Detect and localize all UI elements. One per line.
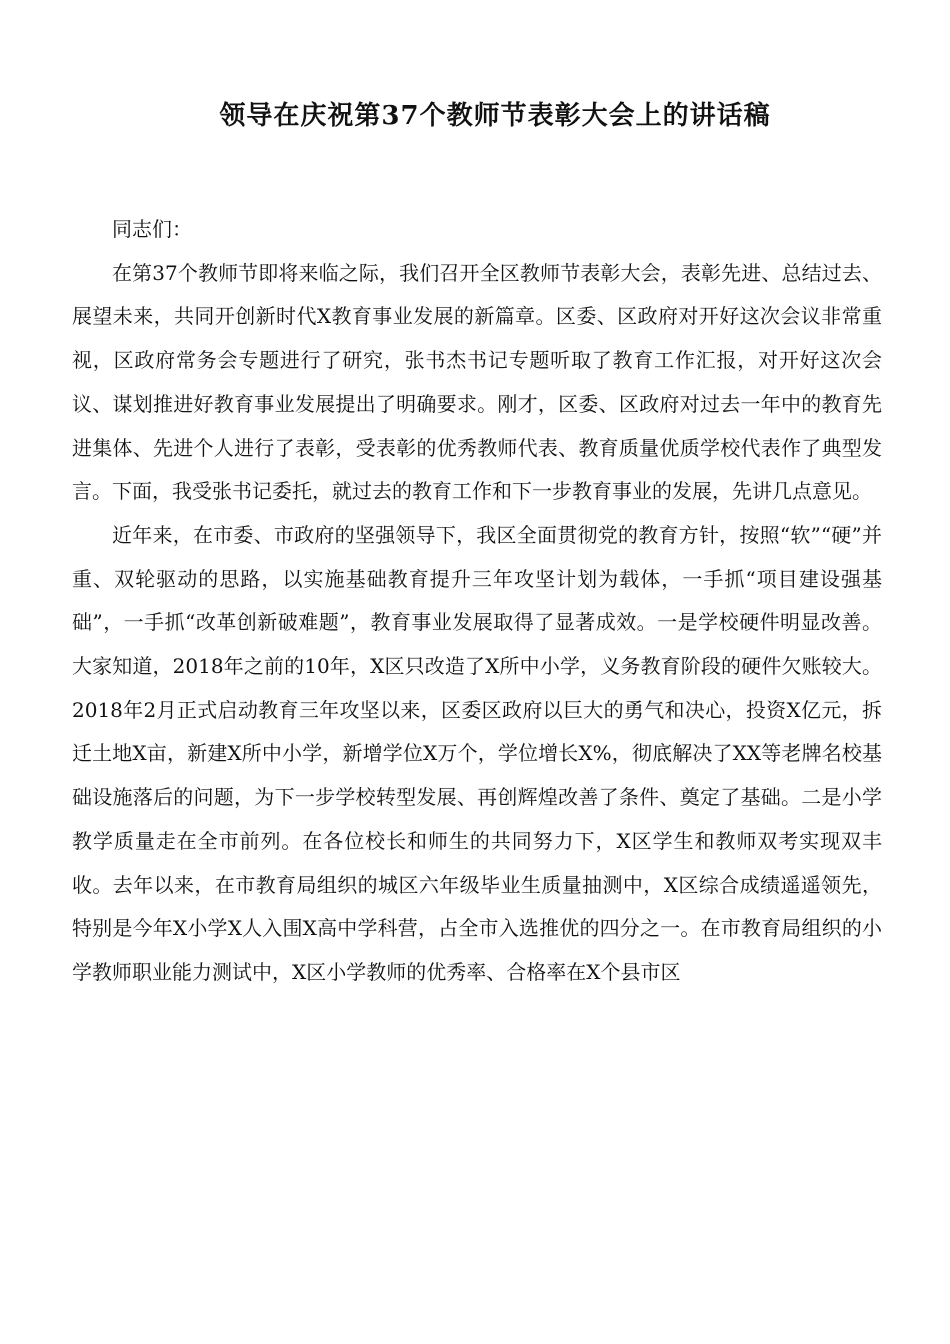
document-body [72,208,882,995]
salutation: 同志们： [112,217,192,241]
document-title: 领导在庆祝第37个教师节表彰大会上的讲话稿 [219,101,771,131]
paragraph-1: 在第37个教师节即将来临之际，我们召开全区教师节表彰大会，表彰先进、总结过去、展望未来，共同开创新时代X教育事业发展的新篇章。区委、区政府对开好这次会议非常重视，区政府常务会专题进行了研究，张书杰书记专题听取了教育工作汇报，对开好这次会议、谋划推进好教育事业发展提出了明确要求。刚才，区委、区政府对过去一年中的教育先进集体、先进个人进行了表彰，受表彰的优秀教师代表、教育质量优质学校代表作了典型发言。下面，我受张书记委托，就过去的教育工作和下一步教育事业的发展，先讲几点意见。 [72,260,882,504]
paragraph-2: 近年来，在市委、市政府的坚强领导下，我区全面贯彻党的教育方针，按照“软”“硬”并重、双轮驱动的思路，以实施基础教育提升三年攻坚计划为载体，一手抓“项目建设强基础”，一手抓“改革创新破难题”，教育事业发展取得了显著成效。一是学校硬件明显改善。大家知道，2018年之前的10年，X区只改造了X所中小学，义务教育阶段的硬件欠账较大。2018年2月正式启动教育三年攻坚以来，区委区政府以巨大的勇气和决心，投资X亿元，拆迁土地X亩，新建X所中小学，新增学位X万个，学位增长X%，彻底解决了XX等老牌名校基础设施落后的问题，为下一步学校转型发展、再创辉煌改善了条件、奠定了基础。二是小学教学质量走在全市前列。在各位校长和师生的共同努力下，X区学生和教师双考实现双丰收。去年以来，在市教育局组织的城区六年级毕业生质量抽测中，X区综合成绩遥遥领先，特别是今年X小学X人入围X高中学科营，占全市入选推优的四分之一。在市教育局组织的小学教师职业能力测试中，X区小学教师的优秀率、合格率在X个县市区 [72,522,882,984]
